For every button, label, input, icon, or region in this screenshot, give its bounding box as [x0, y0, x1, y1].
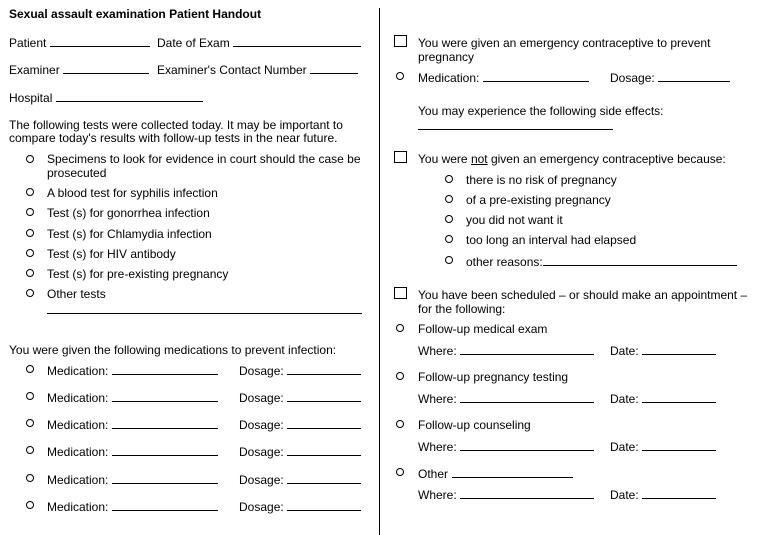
- dosage-field[interactable]: [239, 363, 361, 378]
- appointment-label: Follow-up medical exam: [418, 322, 548, 336]
- date-label: Date:: [610, 344, 639, 358]
- hospital-field[interactable]: [9, 90, 203, 105]
- medication-field[interactable]: [47, 472, 218, 487]
- radio-circle-icon[interactable]: [26, 269, 34, 277]
- dosage-blank[interactable]: [287, 363, 361, 375]
- radio-circle-icon[interactable]: [26, 365, 34, 373]
- page-title: Sexual assault examination Patient Handout: [9, 7, 262, 21]
- radio-circle-icon[interactable]: [396, 468, 404, 476]
- dosage-label: Dosage:: [239, 391, 284, 405]
- appointment-label: Other: [418, 467, 449, 481]
- medication-blank[interactable]: [112, 390, 218, 402]
- ec-medication-field[interactable]: [418, 70, 589, 85]
- dosage-label: Dosage:: [239, 364, 284, 378]
- where-blank[interactable]: [460, 439, 594, 451]
- where-label: Where:: [418, 488, 457, 502]
- medication-blank[interactable]: [112, 417, 218, 429]
- radio-circle-icon[interactable]: [445, 175, 453, 183]
- date-field[interactable]: [610, 487, 716, 502]
- reason-interval-elapsed: too long an interval had elapsed: [466, 233, 637, 247]
- where-blank[interactable]: [460, 343, 594, 355]
- radio-circle-icon[interactable]: [445, 215, 453, 223]
- not-given-suffix: given an emergency contraceptive because:: [487, 152, 726, 166]
- examiner-field[interactable]: [9, 62, 149, 77]
- radio-circle-icon[interactable]: [26, 501, 34, 509]
- where-label: Where:: [418, 344, 457, 358]
- date-of-exam-field[interactable]: [157, 35, 361, 50]
- radio-circle-icon[interactable]: [26, 155, 34, 163]
- appointment-label: Follow-up pregnancy testing: [418, 370, 569, 384]
- contraceptive-not-given-label: [418, 152, 726, 166]
- tests-intro-line1: The following tests were collected today. It may be important to: [9, 118, 343, 132]
- medication-blank[interactable]: [112, 499, 218, 511]
- radio-circle-icon[interactable]: [396, 72, 404, 80]
- medication-blank[interactable]: [112, 363, 218, 375]
- ec-dosage-field[interactable]: [610, 70, 730, 85]
- test-item-chlamydia: Test (s) for Chlamydia infection: [47, 227, 212, 241]
- radio-circle-icon[interactable]: [26, 188, 34, 196]
- appointment-label: Follow-up counseling: [418, 418, 531, 432]
- date-label: Date:: [610, 392, 639, 406]
- side-effects-blank[interactable]: [418, 129, 613, 130]
- dosage-field[interactable]: [239, 417, 361, 432]
- radio-circle-icon[interactable]: [26, 419, 34, 427]
- appointment-item[interactable]: [418, 466, 573, 481]
- ec-dosage-label: Dosage:: [610, 71, 655, 85]
- medication-label: Medication:: [47, 473, 109, 487]
- radio-circle-icon[interactable]: [396, 420, 404, 428]
- reason-no-risk: there is no risk of pregnancy: [466, 173, 617, 187]
- radio-circle-icon[interactable]: [445, 195, 453, 203]
- radio-circle-icon[interactable]: [445, 235, 453, 243]
- patient-label: Patient: [9, 36, 47, 50]
- date-blank[interactable]: [642, 439, 716, 451]
- appointment-item: [418, 370, 568, 384]
- date-label: Date:: [610, 440, 639, 454]
- ec-medication-label: Medication:: [418, 71, 480, 85]
- medication-label: Medication:: [47, 418, 109, 432]
- where-label: Where:: [418, 392, 457, 406]
- radio-circle-icon[interactable]: [445, 256, 453, 264]
- dosage-label: Dosage:: [239, 500, 284, 514]
- appointment-item: [418, 418, 531, 432]
- side-effects-label: You may experience the following side effects:: [418, 104, 664, 118]
- examiner-label: Examiner: [9, 63, 60, 77]
- date-of-exam-label: Date of Exam: [157, 36, 230, 50]
- tests-intro-line2: compare today's results with follow-up tests in the near future.: [9, 131, 338, 145]
- checkbox-contraceptive-given[interactable]: [394, 35, 407, 47]
- medication-label: Medication:: [47, 445, 109, 459]
- test-item-other: Other tests: [47, 287, 106, 301]
- radio-circle-icon[interactable]: [26, 249, 34, 257]
- not-given-emphasis: not: [470, 152, 488, 166]
- dosage-field[interactable]: [239, 472, 361, 487]
- patient-blank[interactable]: [50, 35, 150, 47]
- examiner-contact-label: Examiner's Contact Number: [157, 63, 307, 77]
- reason-other-field[interactable]: [466, 254, 737, 269]
- date-blank[interactable]: [642, 343, 716, 355]
- date-field[interactable]: [610, 343, 716, 358]
- medications-intro: You were given the following medications to prevent infection:: [9, 343, 337, 357]
- medication-field[interactable]: [47, 444, 218, 459]
- test-item-syphilis: A blood test for syphilis infection: [47, 186, 218, 200]
- examiner-blank[interactable]: [63, 62, 149, 74]
- test-item-specimens-line2: prosecuted: [47, 166, 107, 180]
- appointment-other-blank[interactable]: [452, 466, 573, 478]
- reason-did-not-want: you did not want it: [466, 213, 563, 227]
- radio-circle-icon[interactable]: [26, 208, 34, 216]
- where-label: Where:: [418, 440, 457, 454]
- date-of-exam-blank[interactable]: [233, 35, 361, 47]
- checkbox-appointments[interactable]: [394, 287, 407, 299]
- dosage-label: Dosage:: [239, 473, 284, 487]
- dosage-label: Dosage:: [239, 445, 284, 459]
- medication-field[interactable]: [47, 417, 218, 432]
- medication-field[interactable]: [47, 390, 218, 405]
- radio-circle-icon[interactable]: [396, 324, 404, 332]
- dosage-label: Dosage:: [239, 418, 284, 432]
- radio-circle-icon[interactable]: [26, 474, 34, 482]
- radio-circle-icon[interactable]: [396, 372, 404, 380]
- radio-circle-icon[interactable]: [26, 446, 34, 454]
- date-label: Date:: [610, 488, 639, 502]
- radio-circle-icon[interactable]: [26, 392, 34, 400]
- column-divider: [379, 8, 380, 535]
- reason-other-blank[interactable]: [543, 254, 737, 266]
- where-blank[interactable]: [460, 391, 594, 403]
- dosage-blank[interactable]: [287, 390, 361, 402]
- hospital-label: Hospital: [9, 91, 53, 105]
- ec-medication-blank[interactable]: [483, 70, 589, 82]
- appointments-line1: You have been scheduled – or should make an appointment –: [418, 288, 748, 302]
- medication-label: Medication:: [47, 391, 109, 405]
- examiner-contact-blank[interactable]: [310, 62, 358, 74]
- dosage-blank[interactable]: [287, 472, 361, 484]
- medication-field[interactable]: [47, 363, 218, 378]
- ec-dosage-blank[interactable]: [658, 70, 730, 82]
- hospital-blank[interactable]: [56, 90, 203, 102]
- patient-field[interactable]: [9, 35, 150, 50]
- where-field[interactable]: [418, 439, 594, 454]
- dosage-blank[interactable]: [287, 417, 361, 429]
- reason-other-label: other reasons:: [466, 255, 543, 269]
- dosage-blank[interactable]: [287, 499, 361, 511]
- medication-blank[interactable]: [112, 444, 218, 456]
- date-blank[interactable]: [642, 391, 716, 403]
- dosage-field[interactable]: [239, 499, 361, 514]
- where-field[interactable]: [418, 487, 594, 502]
- not-given-prefix: You were: [418, 152, 471, 166]
- test-item-gonorrhea: Test (s) for gonorrhea infection: [47, 206, 210, 220]
- dosage-blank[interactable]: [287, 444, 361, 456]
- examiner-contact-field[interactable]: [157, 62, 358, 77]
- date-field[interactable]: [610, 439, 716, 454]
- test-item-hiv: Test (s) for HIV antibody: [47, 247, 176, 261]
- where-field[interactable]: [418, 391, 594, 406]
- appointments-line2: for the following:: [418, 302, 506, 316]
- medication-field[interactable]: [47, 499, 218, 514]
- medication-label: Medication:: [47, 500, 109, 514]
- radio-circle-icon[interactable]: [26, 229, 34, 237]
- appointment-item: [418, 322, 547, 336]
- dosage-field[interactable]: [239, 444, 361, 459]
- radio-circle-icon[interactable]: [26, 289, 34, 297]
- test-item-specimens-line1: Specimens to look for evidence in court should the case be: [47, 152, 361, 166]
- contraceptive-given-line2: pregnancy: [418, 50, 475, 64]
- medication-label: Medication:: [47, 364, 109, 378]
- medication-blank[interactable]: [112, 472, 218, 484]
- checkbox-contraceptive-not-given[interactable]: [394, 151, 407, 163]
- test-item-pregnancy: Test (s) for pre-existing pregnancy: [47, 267, 229, 281]
- date-blank[interactable]: [642, 487, 716, 499]
- date-field[interactable]: [610, 391, 716, 406]
- dosage-field[interactable]: [239, 390, 361, 405]
- contraceptive-given-line1: You were given an emergency contraceptive to prevent: [418, 36, 711, 50]
- where-blank[interactable]: [460, 487, 594, 499]
- where-field[interactable]: [418, 343, 594, 358]
- reason-pre-existing: of a pre-existing pregnancy: [466, 193, 611, 207]
- other-tests-blank[interactable]: [47, 313, 362, 314]
